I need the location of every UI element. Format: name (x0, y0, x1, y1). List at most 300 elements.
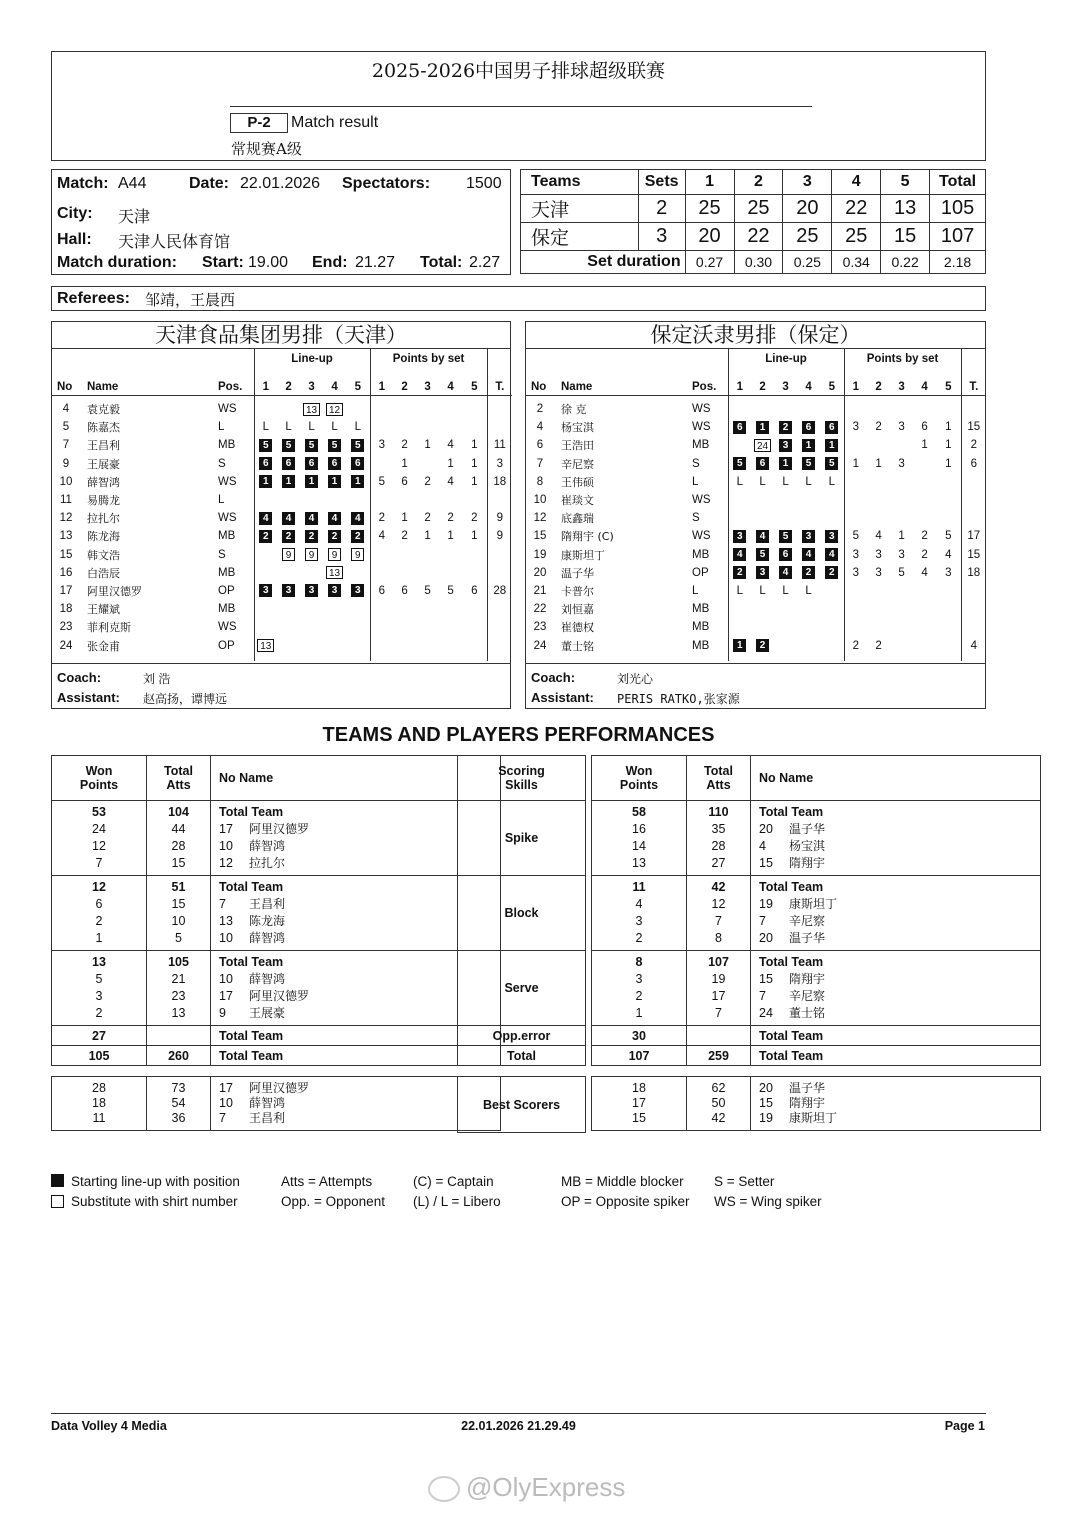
points-set-1: 3 (378, 439, 386, 452)
points-set-2 (393, 546, 416, 564)
player-position: MB (692, 546, 728, 564)
starting-position-badge: 6 (733, 421, 746, 434)
perf-player-number: 9 (219, 1006, 226, 1020)
player-number: 12 (533, 512, 547, 525)
perf-player-number: 19 (759, 897, 773, 911)
points-set-4: 2 (447, 512, 454, 525)
points-total (961, 400, 986, 418)
points-set-4: 5 (447, 584, 454, 597)
lineup-cell (346, 436, 370, 454)
home-roster-table (52, 349, 512, 661)
player-position: L (692, 582, 728, 600)
home-set-2: 25 (734, 195, 783, 223)
player-row (52, 418, 512, 436)
skill-row (458, 876, 586, 951)
player-number: 24 (533, 639, 547, 652)
player-number: 24 (59, 639, 73, 652)
no-name-lines (759, 954, 1040, 1022)
player-position: MB (692, 636, 728, 654)
filler-cell (844, 655, 867, 661)
points-set-2 (867, 436, 890, 454)
score-row-home (521, 195, 986, 223)
points-total: 15 (967, 421, 981, 434)
player-name: 韩文浩 (87, 548, 120, 562)
perf-player-name: 董士铭 (789, 1006, 826, 1020)
points-total: 28 (493, 584, 507, 597)
skill-row (458, 1026, 586, 1046)
lineup-cell (820, 564, 844, 582)
perf-value: 50 (711, 1096, 726, 1110)
lineup-cell (346, 582, 370, 600)
best-player-name: 王昌利 (249, 1111, 286, 1125)
perf-value: 13 (632, 856, 646, 870)
perf-value: 11 (92, 1111, 106, 1125)
starting-position-badge: 1 (756, 421, 769, 434)
filler-cell (346, 655, 370, 661)
perf-header-won: Won Points (592, 756, 687, 801)
points-set-2 (393, 564, 416, 582)
filler-cell (254, 655, 277, 661)
perf-opp-error-row-cell: 27 (52, 1026, 147, 1046)
perf-opp-error-row (52, 1026, 501, 1046)
perf-value: 2 (95, 914, 103, 928)
perf-player (759, 913, 1040, 930)
perf-player (759, 879, 1040, 896)
points-set-4 (913, 455, 936, 473)
lineup-cell (797, 418, 820, 436)
substitute-number-badge: 9 (305, 548, 318, 561)
points-set-3: 2 (424, 475, 431, 488)
starting-position-badge: 6 (351, 457, 364, 470)
points-total: 2 (970, 439, 978, 452)
player-position: S (218, 546, 254, 564)
lineup-cell (728, 600, 751, 618)
won-points-lines (52, 804, 146, 872)
total-atts (687, 801, 751, 876)
away-set-2: 22 (734, 223, 783, 251)
legend-captain: (C) = Captain (413, 1174, 494, 1189)
skill-name: Spike (458, 801, 586, 876)
legend-starting: Starting line-up with position (71, 1174, 240, 1189)
substitute-square-icon (51, 1195, 64, 1208)
substitute-number-badge: 12 (326, 403, 343, 416)
lineup-cell (277, 400, 300, 418)
won-points-lines (52, 879, 146, 947)
libero-mark: L (805, 475, 812, 488)
lineup-cell (277, 473, 300, 491)
perf-value: 44 (171, 822, 186, 836)
player-row (52, 546, 512, 564)
player-name: 康斯坦丁 (561, 548, 605, 562)
lineup-cell (797, 491, 820, 509)
lineup-cell (774, 564, 797, 582)
lineup-cell (300, 436, 323, 454)
lineup-cell (277, 527, 300, 545)
total-team-label: Total Team (759, 805, 824, 819)
lineup-cell (277, 418, 300, 436)
best-won-points-lines (592, 1081, 686, 1126)
won-points (592, 801, 687, 876)
away-sets: 3 (638, 223, 685, 251)
lineup-cell (728, 509, 751, 527)
lineup-cell (728, 564, 751, 582)
player-position: OP (692, 564, 728, 582)
player-name: 王耀斌 (87, 603, 120, 617)
col-total: T. (487, 369, 512, 396)
starting-position-badge: 6 (282, 457, 295, 470)
lineup-cell (323, 636, 346, 654)
points-set-2 (393, 618, 416, 636)
starting-position-badge: 5 (756, 548, 769, 561)
player-position: WS (692, 418, 728, 436)
substitute-number-badge: 24 (754, 439, 771, 452)
end-time: 21.27 (355, 254, 396, 271)
header-set-3: 3 (783, 170, 832, 195)
perf-value: 13 (92, 955, 106, 969)
perf-player (759, 896, 1040, 913)
player-number: 6 (536, 439, 544, 452)
best-won-points-lines (52, 1081, 146, 1126)
points-set-1 (370, 636, 393, 654)
player-number: 12 (59, 512, 73, 525)
points-set-4 (439, 618, 462, 636)
best-player-number: 10 (219, 1096, 233, 1110)
perf-value: 73 (171, 1081, 186, 1095)
player-row (526, 400, 986, 418)
points-set-3 (416, 636, 439, 654)
points-set-2: 6 (401, 584, 408, 597)
away-total: 107 (930, 223, 986, 251)
perf-player-name: 陈龙海 (249, 914, 286, 928)
skills-header-row (458, 756, 586, 801)
points-total: 18 (967, 566, 981, 579)
points-header: Points by set (370, 349, 487, 369)
points-set-1 (844, 491, 867, 509)
away-set-4: 25 (832, 223, 881, 251)
lineup-cell (820, 418, 844, 436)
lineup-cell (323, 527, 346, 545)
won-points-lines (52, 954, 146, 1022)
perf-header-atts: Total Atts (687, 756, 751, 801)
lineup-cell (751, 473, 774, 491)
away-coach-block (526, 663, 985, 708)
lineup-cell (254, 418, 277, 436)
filler-cell (487, 655, 512, 661)
player-position: WS (218, 473, 254, 491)
away-team: 保定 (521, 223, 639, 251)
spectators-label: Spectators: (342, 175, 431, 192)
points-set-5: 1 (936, 418, 961, 436)
best-scorers-row (592, 1077, 1041, 1131)
points-total (487, 636, 512, 654)
best-player-name: 康斯坦丁 (789, 1111, 838, 1125)
player-row (526, 527, 986, 545)
lineup-cell (323, 600, 346, 618)
points-set-5: 4 (936, 546, 961, 564)
points-set-2: 2 (875, 421, 882, 434)
perf-total-row-cell: 260 (147, 1046, 211, 1066)
perf-player (759, 988, 1040, 1005)
points-set-5 (936, 582, 961, 600)
points-set-2 (393, 636, 416, 654)
lineup-cell (820, 636, 844, 654)
best-player (759, 1081, 1040, 1096)
perf-player-name: 拉扎尔 (249, 856, 286, 870)
player-name: 易腾龙 (87, 494, 120, 508)
best-player-number: 7 (219, 1111, 226, 1125)
points-set-5 (936, 400, 961, 418)
perf-header-noname: No Name (751, 756, 1041, 801)
perf-player (759, 954, 1040, 971)
player-position: S (692, 455, 728, 473)
player-row (526, 436, 986, 454)
no-name (751, 951, 1041, 1026)
points-set-4 (439, 400, 462, 418)
lineup-cell (254, 636, 277, 654)
set-duration-label: Set duration (521, 251, 686, 274)
lineup-cell (300, 618, 323, 636)
perf-value: 105 (168, 955, 189, 969)
duration-set-5: 0.22 (881, 251, 930, 274)
starting-position-badge: 2 (733, 566, 746, 579)
points-set-3 (416, 618, 439, 636)
lineup-cell (797, 636, 820, 654)
total-team-label: Total Team (219, 805, 284, 819)
points-set-4: 4 (447, 439, 454, 452)
lineup-cell (300, 491, 323, 509)
col-points-set-3: 3 (416, 369, 439, 396)
points-set-4 (439, 491, 462, 509)
away-set-1: 20 (685, 223, 734, 251)
points-set-4 (913, 491, 936, 509)
won-points (52, 876, 147, 951)
starting-position-badge: 5 (282, 439, 295, 452)
player-row (52, 527, 512, 545)
perf-header-won: Won Points (52, 756, 147, 801)
total-team-label: Total Team (759, 880, 824, 894)
away-roster-title: 保定沃隶男排（保定） (526, 322, 985, 349)
player-number: 18 (59, 603, 73, 616)
player-row (526, 418, 986, 436)
start-time: 19.00 (248, 254, 289, 271)
lineup-cell (751, 527, 774, 545)
points-set-1: 5 (852, 530, 860, 543)
lineup-cell (751, 509, 774, 527)
points-set-1: 4 (378, 530, 386, 543)
lineup-cell (774, 455, 797, 473)
perf-skill-row (52, 951, 501, 1026)
start-label: Start: (202, 254, 244, 271)
perf-value: 12 (92, 839, 106, 853)
player-position: OP (218, 636, 254, 654)
libero-mark: L (736, 584, 743, 597)
filler-cell (774, 655, 797, 661)
lineup-cell (300, 546, 323, 564)
player-row (52, 636, 512, 654)
starting-position-badge: 6 (756, 457, 769, 470)
filler-cell (961, 655, 986, 661)
perf-value: 35 (711, 822, 726, 836)
player-name: 拉扎尔 (87, 512, 120, 526)
lineup-cell (751, 418, 774, 436)
header-sets: Sets (638, 170, 685, 195)
player-position: WS (692, 491, 728, 509)
referees-names: 邹靖，王晨西 (145, 291, 236, 309)
total-atts-lines (147, 879, 210, 947)
points-set-5 (462, 491, 487, 509)
lineup-cell (820, 491, 844, 509)
lineup-cell (323, 582, 346, 600)
player-number: 11 (60, 494, 72, 507)
player-name: 阿里汉德罗 (87, 584, 142, 598)
player-row (52, 455, 512, 473)
lineup-cell (254, 400, 277, 418)
starting-position-badge: 3 (733, 530, 746, 543)
col-lineup-set-5: 5 (346, 369, 370, 396)
points-set-3 (890, 582, 913, 600)
player-position: MB (218, 436, 254, 454)
player-row (52, 600, 512, 618)
match-label: Match: (57, 175, 109, 192)
points-set-1 (370, 600, 393, 618)
lineup-cell (797, 546, 820, 564)
duration-set-4: 0.34 (832, 251, 881, 274)
starting-position-badge: 4 (351, 512, 364, 525)
points-set-4 (439, 564, 462, 582)
perf-player-name: 阿里汉德罗 (249, 989, 310, 1003)
perf-player (759, 1005, 1040, 1022)
perf-player-name: 薛智鸿 (249, 972, 286, 986)
points-total: 6 (970, 457, 978, 470)
best-player-number: 20 (759, 1081, 773, 1095)
player-name: 刘恒嘉 (561, 603, 594, 617)
best-player-number: 17 (219, 1081, 233, 1095)
home-sets: 2 (638, 195, 685, 223)
perf-player-number: 10 (219, 839, 233, 853)
legend-libero: (L) / L = Libero (413, 1194, 501, 1209)
libero-mark: L (759, 475, 766, 488)
filler-cell (554, 655, 692, 661)
home-best-scorers-table (51, 1076, 501, 1131)
points-set-5 (936, 618, 961, 636)
total-atts-lines (147, 954, 210, 1022)
points-set-1: 1 (852, 457, 860, 470)
score-header-row (521, 170, 986, 195)
player-number: 7 (62, 439, 70, 452)
filler-cell (890, 655, 913, 661)
lineup-cell (277, 546, 300, 564)
player-name: 温子华 (561, 566, 594, 580)
lineup-cell (797, 436, 820, 454)
lineup-cell (254, 473, 277, 491)
points-set-3: 1 (898, 530, 905, 543)
best-won-points (592, 1077, 687, 1131)
points-set-5: 1 (462, 527, 487, 545)
lineup-cell (728, 400, 751, 418)
header-set-4: 4 (832, 170, 881, 195)
best-total-atts-lines (147, 1081, 210, 1126)
lineup-cell (323, 564, 346, 582)
col-lineup-set-5: 5 (820, 369, 844, 396)
lineup-cell (751, 455, 774, 473)
legend-s: S = Setter (714, 1174, 775, 1189)
perf-value: 58 (632, 805, 646, 819)
roster-group-spacer-end (487, 349, 512, 369)
report-subtitle: Match result (291, 114, 379, 131)
filler-cell (820, 655, 844, 661)
legend-mb: MB = Middle blocker (561, 1174, 684, 1189)
perf-total-row-cell: 259 (687, 1046, 751, 1066)
player-name: 袁克毅 (87, 403, 120, 417)
points-set-2: 3 (875, 566, 882, 579)
duration-set-1: 0.27 (685, 251, 734, 274)
player-position: MB (692, 600, 728, 618)
points-total (487, 546, 512, 564)
points-set-3 (416, 400, 439, 418)
points-total (487, 600, 512, 618)
starting-position-badge: 3 (825, 530, 838, 543)
match-date: 22.01.2026 (240, 175, 321, 192)
lineup-cell (751, 618, 774, 636)
perf-player-number: 20 (759, 931, 773, 945)
perf-player (759, 930, 1040, 947)
perf-player (759, 855, 1040, 872)
player-number: 4 (62, 403, 70, 416)
perf-player-name: 王昌利 (249, 897, 286, 911)
away-roster (525, 321, 986, 709)
lineup-cell (774, 600, 797, 618)
points-set-3 (890, 600, 913, 618)
points-set-5: 5 (936, 527, 961, 545)
perf-player-name: 温子华 (789, 931, 826, 945)
header-total: Total (930, 170, 986, 195)
lineup-cell (820, 582, 844, 600)
lineup-cell (797, 400, 820, 418)
player-number: 10 (59, 475, 73, 488)
lineup-cell (323, 418, 346, 436)
points-set-1 (844, 618, 867, 636)
points-set-2 (867, 582, 890, 600)
total-atts (147, 951, 211, 1026)
perf-value: 1 (635, 1006, 643, 1020)
total-atts-lines (687, 954, 750, 1022)
player-row (526, 600, 986, 618)
lineup-cell (751, 436, 774, 454)
perf-value: 15 (171, 897, 186, 911)
points-set-4: 2 (921, 530, 928, 543)
perf-header-row (52, 756, 501, 801)
lineup-cell (728, 636, 751, 654)
points-set-1: 3 (852, 421, 860, 434)
starting-position-badge: 2 (825, 566, 838, 579)
perf-header-noname: No Name (211, 756, 501, 801)
skill-name: Block (458, 876, 586, 951)
col-total: T. (961, 369, 986, 396)
lineup-cell (254, 491, 277, 509)
col-points-set-1: 1 (370, 369, 393, 396)
best-player (759, 1096, 1040, 1111)
footer-right: Page 1 (944, 1419, 985, 1433)
player-number: 5 (62, 421, 70, 434)
perf-player-number: 7 (759, 914, 766, 928)
points-set-4 (913, 636, 936, 654)
best-player-name: 阿里汉德罗 (249, 1081, 310, 1095)
perf-player-number: 15 (759, 856, 773, 870)
player-name: 隋翔宇 (C) (561, 530, 614, 544)
points-set-5: 1 (462, 473, 487, 491)
best-player (759, 1111, 1040, 1126)
points-header: Points by set (844, 349, 961, 369)
